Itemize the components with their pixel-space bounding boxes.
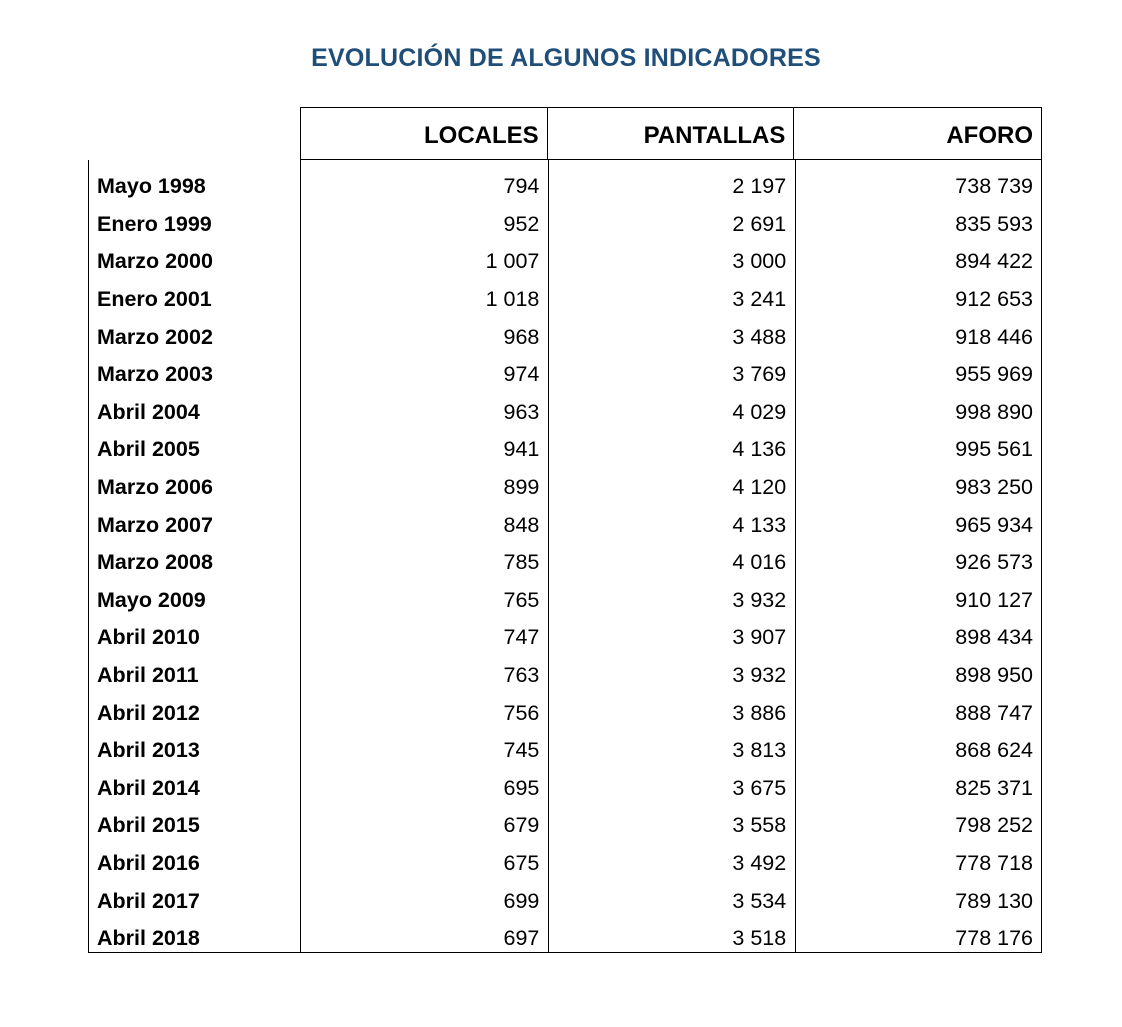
cell-locales: 763 — [503, 663, 540, 688]
cell-locales: 785 — [503, 550, 540, 575]
indicators-table — [88, 160, 1042, 953]
table-row — [89, 694, 1041, 732]
cell-aforo: 778 176 — [955, 926, 1034, 951]
cell-pantallas: 4 120 — [732, 475, 787, 500]
row-period-label: Abril 2013 — [97, 738, 200, 763]
cell-pantallas: 3 241 — [732, 287, 787, 312]
cell-aforo: 926 573 — [955, 550, 1034, 575]
row-period-label: Mayo 1998 — [97, 174, 206, 199]
row-period-label: Enero 2001 — [97, 287, 212, 312]
cell-locales: 679 — [503, 813, 540, 838]
table-body — [89, 168, 1041, 957]
table-row — [89, 394, 1041, 432]
cell-pantallas: 3 886 — [732, 700, 787, 725]
cell-pantallas: 4 029 — [732, 399, 787, 424]
row-period-label: Abril 2011 — [97, 663, 199, 688]
row-period-label: Abril 2015 — [97, 813, 200, 838]
cell-pantallas: 3 932 — [732, 663, 787, 688]
table-row — [89, 506, 1041, 544]
cell-locales: 695 — [503, 775, 540, 800]
cell-pantallas: 3 675 — [732, 775, 787, 800]
row-period-label: Marzo 2008 — [97, 550, 213, 575]
cell-pantallas: 3 907 — [732, 625, 787, 650]
row-period-label: Abril 2017 — [97, 888, 200, 913]
row-period-label: Abril 2014 — [97, 775, 200, 800]
table-row — [89, 882, 1041, 920]
cell-aforo: 898 434 — [955, 625, 1034, 650]
cell-aforo: 898 950 — [955, 663, 1034, 688]
cell-aforo: 918 446 — [955, 324, 1034, 349]
cell-pantallas: 3 488 — [732, 324, 787, 349]
column-header-row — [300, 107, 1042, 160]
cell-aforo: 998 890 — [955, 399, 1034, 424]
table-row — [89, 544, 1041, 582]
table-row — [89, 356, 1041, 394]
row-period-label: Marzo 2006 — [97, 475, 213, 500]
cell-pantallas: 3 000 — [732, 249, 787, 274]
cell-locales: 794 — [503, 174, 540, 199]
column-header-pantallas: PANTALLAS — [548, 108, 795, 159]
cell-locales: 756 — [503, 700, 540, 725]
table-row — [89, 168, 1041, 206]
cell-locales: 974 — [503, 362, 540, 387]
table-row — [89, 206, 1041, 244]
table-title: EVOLUCIÓN DE ALGUNOS INDICADORES — [311, 44, 821, 72]
cell-locales: 1 018 — [485, 287, 540, 312]
cell-aforo: 894 422 — [955, 249, 1034, 274]
row-period-label: Mayo 2009 — [97, 587, 206, 612]
cell-pantallas: 3 518 — [732, 926, 787, 951]
cell-locales: 675 — [503, 850, 540, 875]
cell-aforo: 955 969 — [955, 362, 1034, 387]
table-row — [89, 920, 1041, 958]
cell-pantallas: 3 558 — [732, 813, 787, 838]
cell-pantallas: 2 691 — [732, 211, 787, 236]
cell-aforo: 888 747 — [955, 700, 1034, 725]
cell-pantallas: 2 197 — [732, 174, 787, 199]
cell-aforo: 738 739 — [955, 174, 1034, 199]
table-row — [89, 281, 1041, 319]
row-period-label: Enero 1999 — [97, 211, 212, 236]
cell-pantallas: 4 133 — [732, 512, 787, 537]
cell-aforo: 912 653 — [955, 287, 1034, 312]
table-row — [89, 582, 1041, 620]
cell-aforo: 910 127 — [955, 587, 1034, 612]
table-row — [89, 469, 1041, 507]
cell-locales: 952 — [503, 211, 540, 236]
cell-pantallas: 3 769 — [732, 362, 787, 387]
cell-aforo: 983 250 — [955, 475, 1034, 500]
row-period-label: Marzo 2003 — [97, 362, 213, 387]
cell-locales: 745 — [503, 738, 540, 763]
table-row — [89, 318, 1041, 356]
cell-aforo: 965 934 — [955, 512, 1034, 537]
cell-aforo: 825 371 — [955, 775, 1034, 800]
cell-pantallas: 3 813 — [732, 738, 787, 763]
column-header-locales: LOCALES — [301, 108, 548, 159]
cell-locales: 941 — [503, 437, 540, 462]
row-period-label: Marzo 2007 — [97, 512, 213, 537]
cell-pantallas: 3 932 — [732, 587, 787, 612]
cell-locales: 697 — [503, 926, 540, 951]
cell-aforo: 789 130 — [955, 888, 1034, 913]
row-period-label: Abril 2012 — [97, 700, 200, 725]
cell-aforo: 798 252 — [955, 813, 1034, 838]
cell-locales: 699 — [503, 888, 540, 913]
row-period-label: Marzo 2000 — [97, 249, 213, 274]
cell-pantallas: 4 016 — [732, 550, 787, 575]
row-period-label: Abril 2004 — [97, 399, 200, 424]
table-row — [89, 619, 1041, 657]
row-period-label: Abril 2018 — [97, 926, 200, 951]
cell-pantallas: 3 492 — [732, 850, 787, 875]
table-row — [89, 243, 1041, 281]
row-period-label: Abril 2016 — [97, 850, 200, 875]
cell-locales: 747 — [503, 625, 540, 650]
row-period-label: Marzo 2002 — [97, 324, 213, 349]
cell-locales: 848 — [503, 512, 540, 537]
cell-pantallas: 3 534 — [732, 888, 787, 913]
table-row — [89, 807, 1041, 845]
cell-locales: 968 — [503, 324, 540, 349]
table-row — [89, 845, 1041, 883]
cell-aforo: 868 624 — [955, 738, 1034, 763]
cell-locales: 1 007 — [485, 249, 540, 274]
cell-aforo: 995 561 — [955, 437, 1034, 462]
cell-aforo: 778 718 — [955, 850, 1034, 875]
table-row — [89, 657, 1041, 695]
cell-locales: 899 — [503, 475, 540, 500]
cell-locales: 765 — [503, 587, 540, 612]
table-row — [89, 732, 1041, 770]
row-period-label: Abril 2010 — [97, 625, 200, 650]
cell-pantallas: 4 136 — [732, 437, 787, 462]
cell-locales: 963 — [503, 399, 540, 424]
column-header-aforo: AFORO — [946, 121, 1034, 149]
cell-aforo: 835 593 — [955, 211, 1034, 236]
table-row — [89, 431, 1041, 469]
row-period-label: Abril 2005 — [97, 437, 200, 462]
table-row — [89, 770, 1041, 808]
